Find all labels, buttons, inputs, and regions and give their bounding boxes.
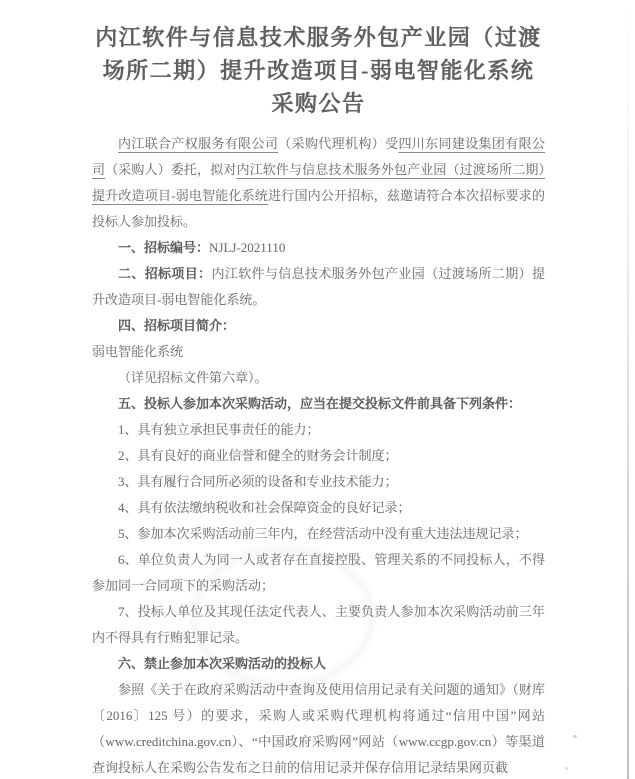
intro-text-3: 进行国内公开招标，兹邀请符合本次招标要求的投标人参加投标。: [92, 188, 545, 229]
purchaser-name: 四川东同建设集团有限公司: [92, 136, 545, 177]
section-project-brief-label: 四、招标项目简介：: [118, 318, 236, 333]
procurement-agency-name: 内江联合产权服务有限公司: [118, 136, 279, 151]
tender-project-value: 内江软件与信息技术服务外包产业园（过渡场所二期）提升改造项目-弱电智能化系统。: [92, 266, 545, 307]
document-title-line-1: 内江软件与信息技术服务外包产业园（过渡: [95, 25, 542, 50]
section-tender-number-label: 一、招标编号：: [118, 240, 210, 255]
project-brief-note: （详见招标文件第六章）。: [118, 370, 268, 385]
tender-number-value: NJLJ-2021110: [209, 240, 286, 255]
section-bidder-conditions-heading: [92, 391, 545, 417]
section-tender-project-label: 二、招标项目：: [118, 266, 212, 281]
condition-item-4: 4、具有依法缴纳税收和社会保障资金的良好记录；: [118, 500, 411, 515]
section-prohibited-bidders-heading: [92, 651, 545, 677]
section-project-brief-heading: [92, 313, 545, 339]
document-title-line-3: 采购公告: [271, 91, 366, 116]
condition-item-5: 5、参加本次采购活动前三年内，在经营活动中没有重大违法违规记录；: [118, 526, 528, 541]
credit-record-paragraph: 参照《关于在政府采购活动中查询及使用信用记录有关问题的通知》（财库〔2016〕125 号）的要求，采购人或采购代理机构将通过“信用中国”网站（www.creditchina.gov.cn）、“中国政府采购网”网站（www.ccgp.gov.cn）等渠道查询投标人在采购公告发布之日前的信用记录并保存信用记录结果网页截: [92, 682, 545, 775]
condition-item-6: 6、单位负责人为同一人或者存在直接控股、管理关系的不同投标人，不得参加同一合同项下的采购活动；: [92, 552, 545, 593]
condition-item-1: 1、具有独立承担民事责任的能力；: [118, 422, 320, 437]
section-tender-project: [92, 261, 545, 313]
section-tender-number: [92, 235, 545, 261]
section-prohibited-bidders-label: 六、禁止参加本次采购活动的投标人: [118, 656, 327, 671]
intro-paragraph: [92, 131, 545, 235]
document-title-line-2: 场所二期）提升改造项目-弱电智能化系统: [102, 58, 535, 83]
intro-text-2: （采购人）委托，拟对: [105, 162, 237, 177]
project-brief-content: 弱电智能化系统: [92, 344, 184, 359]
intro-text-1: （采购代理机构）受: [278, 136, 399, 151]
project-name: 内江软件与信息技术服务外包产业园（过渡场所二期）提升改造项目-弱电智能化系统: [92, 162, 545, 203]
document-title: [92, 21, 545, 120]
condition-item-2: 2、具有良好的商业信誉和健全的财务会计制度；: [118, 448, 398, 463]
section-bidder-conditions-label: 五、投标人参加本次采购活动，应当在提交投标文件前具备下列条件：: [118, 396, 522, 411]
condition-item-3: 3、具有履行合同所必须的设备和专业技术能力；: [118, 474, 398, 489]
condition-item-7: 7、投标人单位及其现任法定代表人、主要负责人参加本次采购活动前三年内不得具有行贿犯罪记录。: [92, 604, 545, 645]
